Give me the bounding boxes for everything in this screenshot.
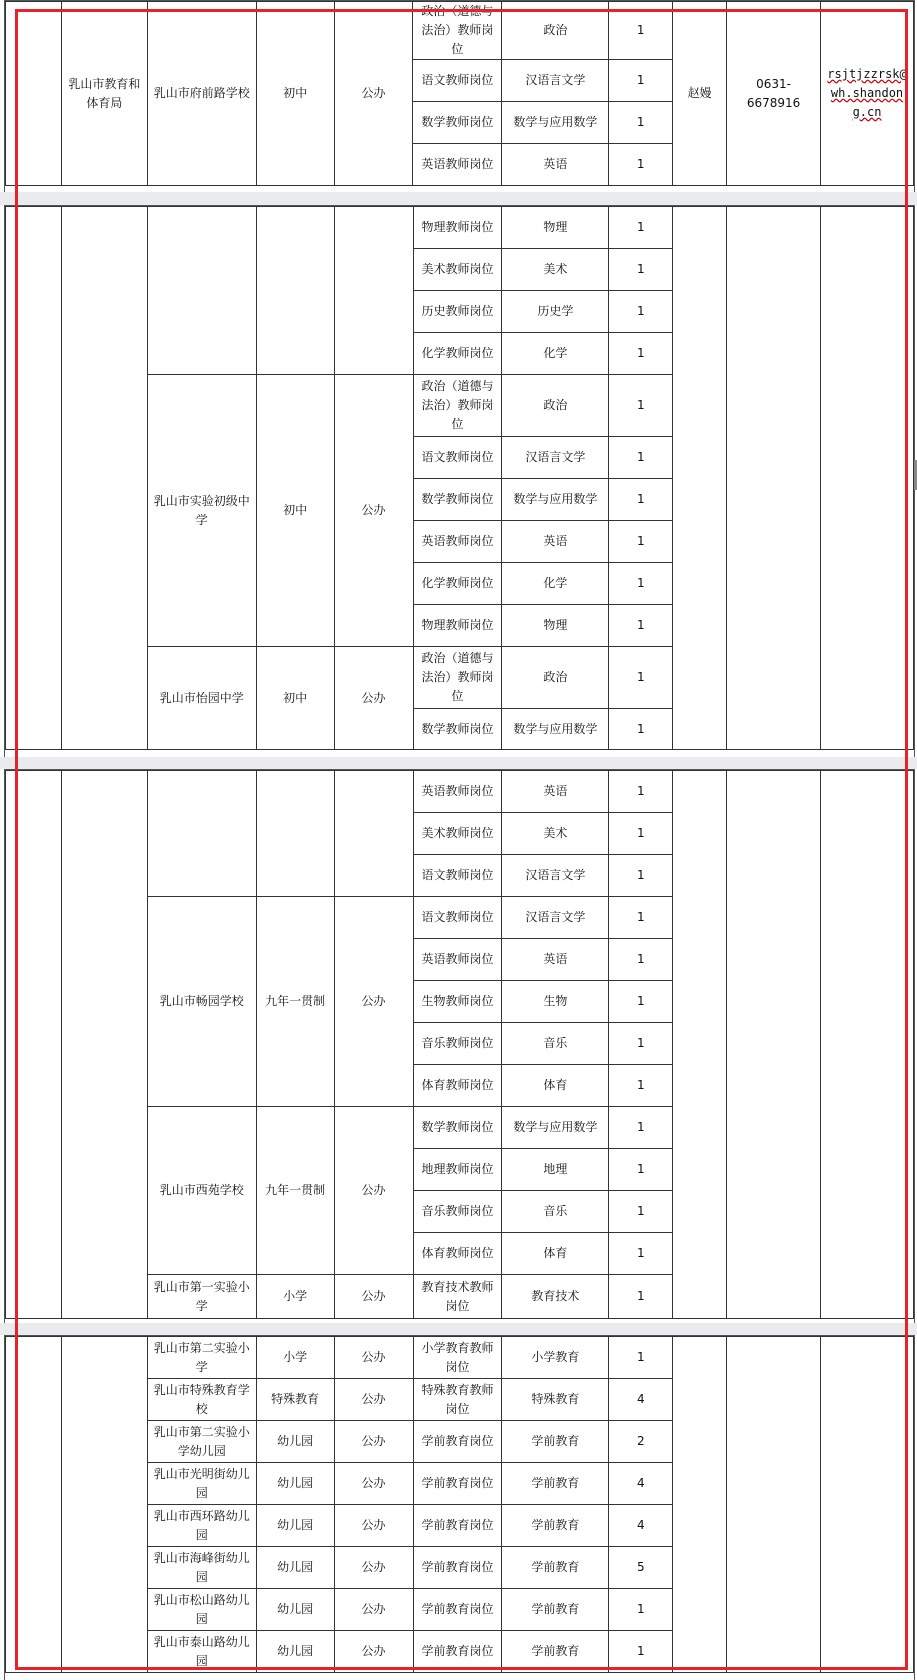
school-level: 小学 (256, 1337, 334, 1379)
school-level: 初中 (256, 375, 334, 647)
post-cell: 美术教师岗位 (413, 813, 502, 855)
school-level: 初中 (256, 2, 334, 186)
count-cell: 1 (609, 605, 673, 647)
school-type: 公办 (334, 1275, 413, 1319)
page-3 (4, 769, 915, 1324)
count-cell: 1 (609, 709, 673, 750)
post-cell: 语文教师岗位 (413, 855, 502, 897)
page-1 (4, 0, 915, 193)
major-cell: 数学与应用数学 (502, 102, 609, 144)
school-type: 公办 (334, 1589, 413, 1631)
post-cell: 语文教师岗位 (413, 437, 502, 479)
school-level: 幼儿园 (256, 1505, 334, 1547)
post-cell: 政治（道德与法治）教师岗位 (413, 647, 502, 709)
count-cell: 4 (609, 1379, 673, 1421)
school-level: 幼儿园 (256, 1547, 334, 1589)
contact-person: 赵嫚 (673, 2, 727, 186)
school-level: 初中 (256, 647, 334, 750)
school-name-continued (147, 207, 256, 375)
post-cell: 政治（道德与法治）教师岗位 (413, 2, 502, 60)
blank-cell (61, 1337, 147, 1673)
major-cell: 特殊教育 (502, 1379, 609, 1421)
school-level: 幼儿园 (256, 1631, 334, 1673)
school-type: 公办 (334, 375, 413, 647)
blank-cell (6, 207, 62, 750)
post-cell: 地理教师岗位 (413, 1149, 502, 1191)
major-cell: 汉语言文学 (502, 60, 609, 102)
count-cell: 1 (609, 437, 673, 479)
post-cell: 学前教育岗位 (413, 1421, 502, 1463)
post-cell: 英语教师岗位 (413, 939, 502, 981)
major-cell: 化学 (502, 333, 609, 375)
count-cell: 1 (609, 521, 673, 563)
school-name: 乳山市特殊教育学校 (147, 1379, 256, 1421)
blank-cell (673, 771, 727, 1319)
post-cell: 数学教师岗位 (413, 1107, 502, 1149)
count-cell: 1 (609, 1107, 673, 1149)
major-cell: 体育 (502, 1233, 609, 1275)
school-name: 乳山市西苑学校 (147, 1107, 256, 1275)
count-cell: 1 (609, 102, 673, 144)
school-name: 乳山市畅园学校 (147, 897, 256, 1107)
school-name: 乳山市海峰街幼儿园 (147, 1547, 256, 1589)
count-cell: 1 (609, 60, 673, 102)
blank-cell (821, 1337, 914, 1673)
school-level: 幼儿园 (256, 1589, 334, 1631)
count-cell: 1 (609, 855, 673, 897)
count-cell: 1 (609, 207, 673, 249)
email-link[interactable]: rsjtjzzrsk@wh.shandong.cn (827, 67, 907, 119)
count-cell: 1 (609, 249, 673, 291)
major-cell: 学前教育 (502, 1589, 609, 1631)
post-cell: 化学教师岗位 (413, 333, 502, 375)
count-cell: 1 (609, 1337, 673, 1379)
count-cell: 1 (609, 813, 673, 855)
count-cell: 1 (609, 771, 673, 813)
blank-cell (6, 2, 62, 186)
school-level: 九年一贯制 (256, 897, 334, 1107)
count-cell: 2 (609, 1421, 673, 1463)
post-cell: 英语教师岗位 (413, 144, 502, 186)
blank-cell (821, 771, 914, 1319)
major-cell: 政治 (502, 647, 609, 709)
major-cell: 英语 (502, 939, 609, 981)
post-cell: 学前教育岗位 (413, 1463, 502, 1505)
count-cell: 1 (609, 1023, 673, 1065)
school-name: 乳山市第二实验小学 (147, 1337, 256, 1379)
major-cell: 政治 (502, 375, 609, 437)
page-4 (4, 1335, 915, 1680)
major-cell: 数学与应用数学 (502, 1107, 609, 1149)
contact-phone: 0631-6678916 (727, 2, 821, 186)
school-type: 公办 (334, 2, 413, 186)
count-cell: 1 (609, 1149, 673, 1191)
school-name-continued (147, 771, 256, 897)
post-cell: 物理教师岗位 (413, 207, 502, 249)
school-name: 乳山市府前路学校 (147, 2, 256, 186)
school-level: 小学 (256, 1275, 334, 1319)
major-cell: 历史学 (502, 291, 609, 333)
count-cell: 1 (609, 981, 673, 1023)
blank-cell (6, 771, 62, 1319)
blank-cell (61, 771, 147, 1319)
school-level: 幼儿园 (256, 1463, 334, 1505)
count-cell: 1 (609, 291, 673, 333)
count-cell: 1 (609, 897, 673, 939)
post-cell: 化学教师岗位 (413, 563, 502, 605)
blank-cell (256, 771, 334, 897)
major-cell: 学前教育 (502, 1505, 609, 1547)
major-cell: 学前教育 (502, 1631, 609, 1673)
post-cell: 政治（道德与法治）教师岗位 (413, 375, 502, 437)
blank-cell (256, 207, 334, 375)
school-name: 乳山市光明街幼儿园 (147, 1463, 256, 1505)
major-cell: 汉语言文学 (502, 897, 609, 939)
count-cell: 1 (609, 1191, 673, 1233)
major-cell: 汉语言文学 (502, 437, 609, 479)
major-cell: 体育 (502, 1065, 609, 1107)
post-cell: 语文教师岗位 (413, 60, 502, 102)
major-cell: 地理 (502, 1149, 609, 1191)
count-cell: 1 (609, 144, 673, 186)
major-cell: 小学教育 (502, 1337, 609, 1379)
major-cell: 英语 (502, 144, 609, 186)
blank-cell (727, 771, 821, 1319)
post-cell: 特殊教育教师岗位 (413, 1379, 502, 1421)
blank-cell (673, 1337, 727, 1673)
school-level: 九年一贯制 (256, 1107, 334, 1275)
school-name: 乳山市西环路幼儿园 (147, 1505, 256, 1547)
blank-cell (727, 207, 821, 750)
major-cell: 美术 (502, 813, 609, 855)
school-type: 公办 (334, 1505, 413, 1547)
school-name: 乳山市松山路幼儿园 (147, 1589, 256, 1631)
post-cell: 数学教师岗位 (413, 102, 502, 144)
blank-cell (334, 207, 413, 375)
school-name: 乳山市泰山路幼儿园 (147, 1631, 256, 1673)
school-type: 公办 (334, 1463, 413, 1505)
school-type: 公办 (334, 897, 413, 1107)
count-cell: 1 (609, 563, 673, 605)
major-cell: 学前教育 (502, 1547, 609, 1589)
post-cell: 学前教育岗位 (413, 1631, 502, 1673)
school-type: 公办 (334, 1547, 413, 1589)
post-cell: 英语教师岗位 (413, 521, 502, 563)
major-cell: 物理 (502, 207, 609, 249)
page-gap (0, 1323, 917, 1335)
major-cell: 数学与应用数学 (502, 479, 609, 521)
major-cell: 汉语言文学 (502, 855, 609, 897)
post-cell: 数学教师岗位 (413, 479, 502, 521)
school-level: 特殊教育 (256, 1379, 334, 1421)
post-cell: 历史教师岗位 (413, 291, 502, 333)
department-cell: 乳山市教育和体育局 (61, 2, 147, 186)
count-cell: 1 (609, 375, 673, 437)
count-cell: 1 (609, 1065, 673, 1107)
major-cell: 学前教育 (502, 1463, 609, 1505)
major-cell: 教育技术 (502, 1275, 609, 1319)
recruitment-table-page-4 (5, 1336, 914, 1673)
count-cell: 1 (609, 1589, 673, 1631)
post-cell: 学前教育岗位 (413, 1547, 502, 1589)
count-cell: 1 (609, 939, 673, 981)
contact-email[interactable] (821, 2, 914, 186)
post-cell: 美术教师岗位 (413, 249, 502, 291)
school-type: 公办 (334, 1337, 413, 1379)
count-cell: 1 (609, 647, 673, 709)
major-cell: 英语 (502, 771, 609, 813)
post-cell: 体育教师岗位 (413, 1065, 502, 1107)
page-2 (4, 205, 915, 758)
count-cell: 1 (609, 1631, 673, 1673)
school-name: 乳山市怡园中学 (147, 647, 256, 750)
recruitment-table-page-3 (5, 770, 914, 1319)
major-cell: 音乐 (502, 1023, 609, 1065)
major-cell: 学前教育 (502, 1421, 609, 1463)
post-cell: 生物教师岗位 (413, 981, 502, 1023)
blank-cell (727, 1337, 821, 1673)
post-cell: 物理教师岗位 (413, 605, 502, 647)
school-type: 公办 (334, 647, 413, 750)
count-cell: 4 (609, 1505, 673, 1547)
page-gap (0, 192, 917, 205)
post-cell: 音乐教师岗位 (413, 1023, 502, 1065)
post-cell: 教育技术教师岗位 (413, 1275, 502, 1319)
major-cell: 物理 (502, 605, 609, 647)
major-cell: 政治 (502, 2, 609, 60)
count-cell: 1 (609, 479, 673, 521)
school-name: 乳山市实验初级中学 (147, 375, 256, 647)
count-cell: 4 (609, 1463, 673, 1505)
post-cell: 英语教师岗位 (413, 771, 502, 813)
recruitment-table-page-1 (5, 1, 914, 186)
major-cell: 生物 (502, 981, 609, 1023)
count-cell: 1 (609, 2, 673, 60)
major-cell: 音乐 (502, 1191, 609, 1233)
school-level: 幼儿园 (256, 1421, 334, 1463)
post-cell: 体育教师岗位 (413, 1233, 502, 1275)
school-name: 乳山市第二实验小学幼儿园 (147, 1421, 256, 1463)
blank-cell (6, 1337, 62, 1673)
post-cell: 学前教育岗位 (413, 1589, 502, 1631)
count-cell: 5 (609, 1547, 673, 1589)
page-gap (0, 757, 917, 769)
blank-cell (673, 207, 727, 750)
blank-cell (821, 207, 914, 750)
major-cell: 美术 (502, 249, 609, 291)
school-type: 公办 (334, 1107, 413, 1275)
major-cell: 英语 (502, 521, 609, 563)
recruitment-table-page-2 (5, 206, 914, 750)
school-name: 乳山市第一实验小学 (147, 1275, 256, 1319)
major-cell: 数学与应用数学 (502, 709, 609, 750)
count-cell: 1 (609, 1275, 673, 1319)
post-cell: 小学教育教师岗位 (413, 1337, 502, 1379)
count-cell: 1 (609, 333, 673, 375)
blank-cell (334, 771, 413, 897)
post-cell: 数学教师岗位 (413, 709, 502, 750)
major-cell: 化学 (502, 563, 609, 605)
school-type: 公办 (334, 1631, 413, 1673)
post-cell: 语文教师岗位 (413, 897, 502, 939)
post-cell: 音乐教师岗位 (413, 1191, 502, 1233)
school-type: 公办 (334, 1379, 413, 1421)
count-cell: 1 (609, 1233, 673, 1275)
blank-cell (61, 207, 147, 750)
school-type: 公办 (334, 1421, 413, 1463)
post-cell: 学前教育岗位 (413, 1505, 502, 1547)
